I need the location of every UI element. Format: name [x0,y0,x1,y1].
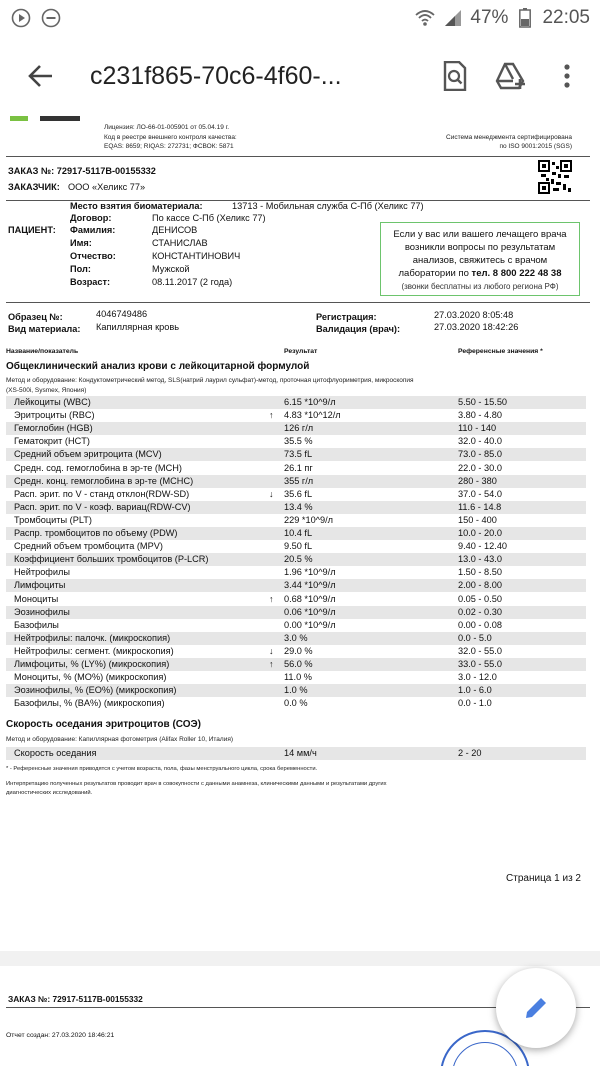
test-name: Нейтрофилы: палочк. (микроскопия) [14,632,171,643]
patient-label: ПАЦИЕНТ: [8,225,56,235]
result-row [6,645,586,658]
result-row [6,632,586,645]
result-row [6,658,586,671]
result-value: 229 *10^9/л [284,514,334,525]
report-created: Отчет создан: 27.03.2020 18:46:21 [6,1032,115,1039]
test-name: Нейтрофилы: сегмент. (микроскопия) [14,645,174,656]
footnote-interpretation: Интерпретацию полученных результатов проводит врач в совокупности с данными анамнеза, клиническими данными и результатами других [6,781,387,787]
signal-icon [442,7,464,29]
method-esr: Метод и оборудование: Капиллярная фотометрия (Alifax Roller 10, Италия) [6,736,234,743]
test-name: Лейкоциты (WBC) [14,397,91,407]
result-row [6,697,586,710]
result-value: 4.83 *10^12/л [284,410,341,421]
info-line: Если у вас или вашего лечащего врача [393,229,567,240]
quality-text-2: по ISO 9001:2015 (SGS) [499,143,572,150]
test-name: Средний объем тромбоцита (MPV) [14,541,163,552]
order-number: ЗАКАЗ №: 72917-5117В-00155332 [8,166,156,176]
patient-field-label: Имя: [70,238,92,248]
test-name: Средн. сод. гемоглобина в эр-те (MCH) [14,462,182,473]
reference-range: 11.6 - 14.8 [458,501,502,512]
reference-range: 280 - 380 [458,475,497,486]
result-row [6,606,586,619]
test-name: Нейтрофилы [14,567,70,578]
material-value: Капиллярная кровь [96,322,179,332]
drive-add-icon [495,62,527,90]
result-value: 0.06 *10^9/л [284,606,336,617]
test-name: Тромбоциты (PLT) [14,514,92,525]
patient-field-label: Пол: [70,264,91,274]
result-value: 3.0 % [284,632,308,643]
patient-field-value: 08.11.2017 (2 года) [152,277,233,287]
order-number-p2: ЗАКАЗ №: 72917-5117В-00155332 [8,994,143,1004]
status-bar [0,0,600,36]
lab-phone: тел. 8 800 222 48 38 [471,268,562,279]
reference-range: 150 - 400 [458,514,497,525]
reference-range: 0.00 - 0.08 [458,619,502,630]
col-result-header: Результат [284,348,318,355]
customer-label: ЗАКАЗЧИК: [8,182,60,192]
sample-label: Образец №: [8,312,63,322]
result-row [6,527,586,540]
result-row [6,619,586,632]
add-to-drive-button[interactable] [490,55,532,97]
patient-field-value: ДЕНИСОВ [152,225,198,235]
result-value: 73.5 fL [284,449,313,460]
test-name: Распр. тромбоцитов по объему (PDW) [14,528,178,538]
result-value: 6.15 *10^9/л [284,397,336,407]
result-value: 3.44 *10^9/л [284,580,336,591]
reference-range: 3.80 - 4.80 [458,410,502,421]
result-row [6,553,586,566]
result-row [6,435,586,448]
result-value: 13.4 % [284,501,313,512]
test-name: Средн. конц. гемоглобина в эр-те (MCHC) [14,475,194,486]
info-note: (звонки бесплатны из любого региона РФ) [401,282,559,291]
battery-icon [514,7,536,29]
result-row [6,409,586,422]
reference-range: 22.0 - 30.0 [458,462,502,473]
reference-range: 110 - 140 [458,423,497,434]
divider [6,156,590,157]
result-value: 14 мм/ч [284,748,317,758]
patient-field-value: КОНСТАНТИНОВИЧ [152,251,241,261]
customer-value: ООО «Хеликс 77» [68,182,146,192]
result-row [6,514,586,527]
col-ref-header: Референсные значения * [458,348,543,355]
deviation-arrow: ↑ [269,593,274,604]
registry-text: Код в реестре внешнего контроля качества: [104,134,237,141]
result-row [6,540,586,553]
battery-level: 47% [470,7,509,28]
document-search-icon [442,61,468,91]
reference-range: 32.0 - 40.0 [458,436,502,447]
test-name: Гематокрит (HCT) [14,436,90,447]
result-value: 56.0 % [284,659,313,669]
registration-label: Регистрация: [316,312,377,322]
app-toolbar [0,36,600,116]
result-value: 10.4 fL [284,528,313,538]
reference-range: 13.0 - 43.0 [458,554,502,565]
test-name: Расп. эрит. по V - станд отклон(RDW-SD) [14,488,190,499]
info-line: анализов, свяжитесь с врачом [412,255,548,266]
test-name: Моноциты, % (MO%) (микроскопия) [14,672,167,683]
reference-range: 0.05 - 0.50 [458,593,502,604]
reference-range: 10.0 - 20.0 [458,528,502,538]
arrow-back-icon [27,63,53,89]
sample-value: 4046749486 [96,309,148,319]
reference-range: 0.0 - 5.0 [458,632,492,643]
reference-range: 2.00 - 8.00 [458,580,502,591]
result-row [6,671,586,684]
back-button[interactable] [12,48,68,104]
test-name: Эритроциты (RBC) [14,410,95,421]
deviation-arrow: ↑ [269,410,274,421]
registration-value: 27.03.2020 8:05:48 [434,310,514,320]
patient-field-value: СТАНИСЛАВ [152,238,208,248]
result-value: 0.00 *10^9/л [284,619,336,630]
result-value: 11.0 % [284,672,312,683]
deviation-arrow: ↓ [269,488,274,499]
reference-range: 2 - 20 [458,748,482,758]
test-name: Средний объем эритроцита (MCV) [14,449,162,460]
test-name: Эозинофилы, % (EO%) (микроскопия) [14,685,177,696]
result-row [6,593,586,606]
patient-field-label: Отчество: [70,251,116,261]
license-text: Лицензия: ЛО-66-01-005901 от 05.04.19 г. [104,124,230,131]
result-value: 355 г/л [284,475,314,486]
result-value: 35.6 fL [284,488,313,499]
test-name: Базофилы, % (BA%) (микроскопия) [14,698,165,709]
document-page-1 [0,116,600,951]
reference-range: 0.02 - 0.30 [458,606,502,617]
info-line: возникли вопросы по результатам [404,242,556,253]
quality-text-1: Система менеджмента сертифицирована [446,134,572,141]
edit-fab-button[interactable] [496,968,576,1048]
wifi-icon [414,7,436,29]
registry-codes: EQAS: 8659; RIQAS: 272731; ФСВОК: 5871 [104,143,234,150]
pencil-icon [521,993,551,1023]
test-name: Гемоглобин (HGB) [14,423,93,434]
reference-range: 32.0 - 55.0 [458,645,502,656]
clock: 22:05 [542,7,590,28]
patient-field-label: Договор: [70,213,112,223]
reference-range: 3.0 - 12.0 [458,672,497,683]
validation-value: 27.03.2020 18:42:26 [434,322,519,332]
material-label: Вид материала: [8,324,81,334]
patient-field-label: Место взятия биоматериала: [70,201,203,211]
test-name: Моноциты [14,593,59,604]
result-value: 0.0 % [284,698,308,709]
result-value: 126 г/л [284,423,314,434]
test-name: Коэффициент больших тромбоцитов (P-LCR) [14,554,209,565]
footnote-reference: * - Референсные значения приводятся с учетом возраста, пола, фазы менструального цикла, срока беременности. [6,766,318,772]
result-value: 20.5 % [284,554,313,565]
test-name: Эозинофилы [14,606,70,617]
footnote-interpretation-cont: диагностических исследований. [6,790,93,796]
result-row [6,422,586,435]
dnd-icon [40,7,62,29]
result-value: 35.5 % [284,436,313,447]
patient-field-value: По кассе С-Пб (Хеликс 77) [152,213,266,223]
reference-range: 9.40 - 12.40 [458,541,508,552]
test-name: Лимфоциты, % (LY%) (микроскопия) [14,659,170,669]
test-name: Лимфоциты [14,580,66,591]
result-row [6,448,586,461]
patient-field-value: 13713 - Мобильная служба С-Пб (Хеликс 77) [232,201,424,211]
test-name: Расп. эрит. по V - коэф. вариац(RDW-CV) [14,501,191,512]
reference-range: 1.50 - 8.50 [458,567,502,578]
result-row [6,747,586,760]
reference-range: 1.0 - 6.0 [458,685,492,696]
result-row [6,462,586,475]
result-row [6,579,586,592]
result-value: 29.0 % [284,645,313,656]
section-title-esr: Скорость оседания эритроцитов (СОЭ) [6,719,201,730]
validation-label: Валидация (врач): [316,324,401,334]
result-value: 26.1 пг [284,462,313,473]
result-value: 0.68 *10^9/л [284,593,336,604]
reference-range: 73.0 - 85.0 [458,449,502,460]
reference-range: 5.50 - 15.50 [458,397,508,407]
play-circle-icon [10,7,32,29]
result-row [6,684,586,697]
deviation-arrow: ↑ [269,659,274,669]
patient-field-label: Фамилия: [70,225,116,235]
qr-code [538,160,572,194]
contact-info-box [380,222,580,296]
result-row [6,566,586,579]
method-cbc: Метод и оборудование: Кондуктометрический метод, SLS(натрий лаурил сульфат)-метод, проточная цитофлуориметрия, микроскопия [6,377,414,384]
result-row [6,501,586,514]
test-name: Скорость оседания [14,748,97,758]
method-cbc-equipment: (XS-500i, Sysmex, Япония) [6,387,87,394]
document-title: c231f865-70c6-4f60-... [90,61,342,90]
result-row [6,396,586,409]
result-value: 1.96 *10^9/л [284,567,336,578]
col-name-header: Название/показатель [6,348,79,355]
more-options-button[interactable] [546,55,588,97]
divider [6,302,590,303]
result-value: 1.0 % [284,685,308,696]
result-row [6,488,586,501]
page-number: Страница 1 из 2 [506,873,581,884]
search-in-document-button[interactable] [434,55,476,97]
reference-range: 0.0 - 1.0 [458,698,492,709]
reference-range: 33.0 - 55.0 [458,659,502,669]
result-row [6,475,586,488]
deviation-arrow: ↓ [269,645,274,656]
reference-range: 37.0 - 54.0 [458,488,502,499]
info-line: лаборатории по [398,268,472,279]
patient-field-label: Возраст: [70,277,111,287]
patient-field-value: Мужской [152,264,190,274]
section-title-cbc: Общеклинический анализ крови с лейкоцитарной формулой [6,361,310,372]
helix-logo [0,116,110,122]
more-vert-icon [563,63,571,89]
result-value: 9.50 fL [284,541,313,552]
test-name: Базофилы [14,619,59,630]
